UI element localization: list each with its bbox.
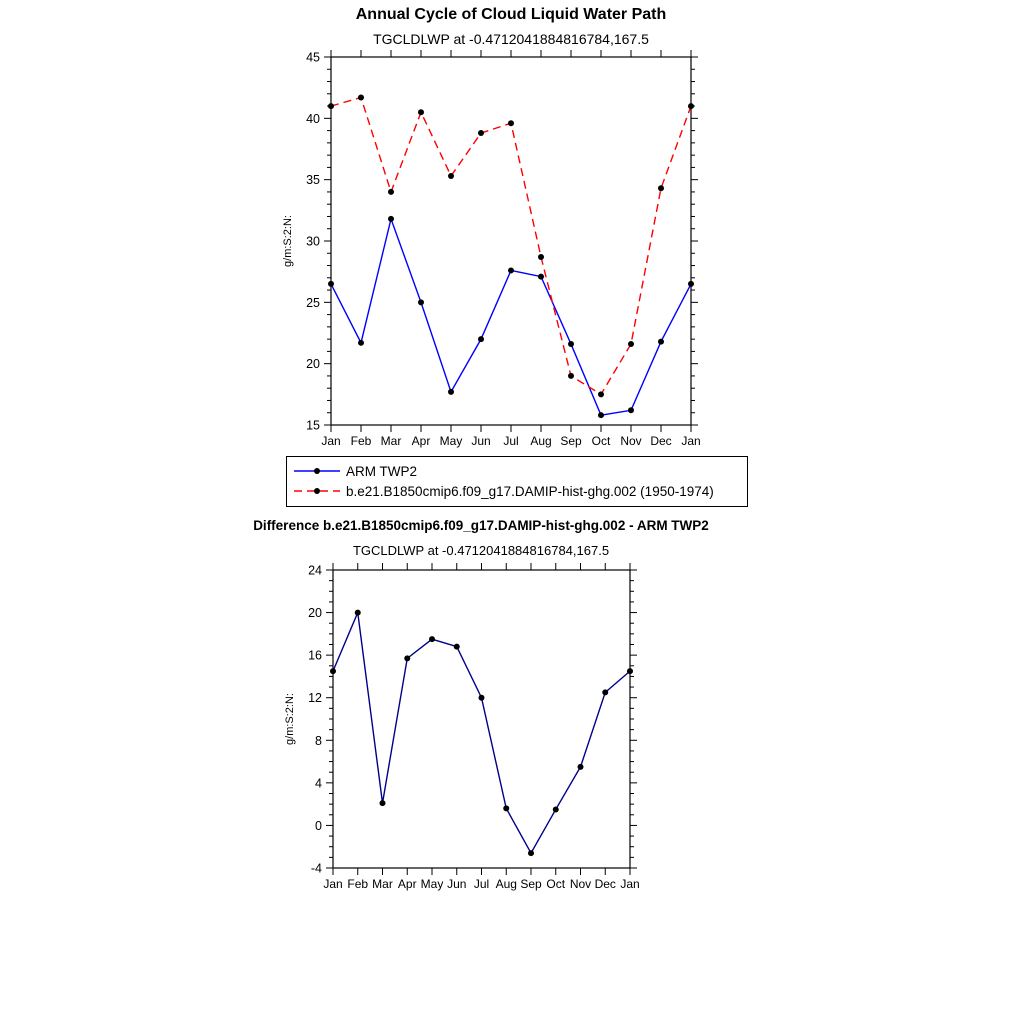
legend-line-sample — [293, 485, 341, 497]
y-tick-label: 4 — [315, 776, 322, 791]
x-tick-label: Jul — [503, 434, 519, 448]
y-tick-label: 0 — [315, 818, 322, 833]
x-tick-label: Apr — [411, 434, 431, 448]
y-tick-label: 20 — [306, 357, 320, 372]
x-tick-label: Sep — [520, 877, 542, 891]
x-tick-label: Jan — [681, 434, 701, 448]
y-tick-label: 24 — [308, 563, 322, 578]
y-tick-label: 16 — [308, 648, 322, 663]
bottom-chart-subtitle: TGCLDLWP at -0.4712041884816784,167.5 — [352, 543, 610, 558]
bottom-chart-title: Difference b.e21.B1850cmip6.f09_g17.DAMIP-hist-ghg.002 - ARM TWP2 — [253, 518, 709, 533]
legend-line-sample — [293, 465, 341, 477]
x-tick-label: Sep — [560, 434, 582, 448]
top-chart-subtitle: TGCLDLWP at -0.4712041884816784,167.5 — [373, 31, 649, 47]
series-markers — [330, 610, 633, 857]
legend-entry-model — [287, 481, 747, 501]
y-tick-label: 15 — [306, 418, 320, 433]
y-axis-title: g/m:S:2:N: — [284, 693, 296, 745]
chart — [282, 50, 701, 448]
x-tick-label: May — [420, 877, 444, 891]
x-tick-label: Feb — [347, 877, 369, 891]
y-tick-label: 30 — [306, 234, 320, 249]
x-tick-label: Mar — [372, 877, 393, 891]
x-tick-label: Jan — [323, 877, 343, 891]
y-axis-title: g/m:S:2:N: — [282, 215, 294, 267]
x-tick-label: Jun — [447, 877, 467, 891]
x-tick-label: Oct — [591, 434, 611, 448]
x-tick-label: Jan — [321, 434, 341, 448]
y-tick-label: 8 — [315, 733, 322, 748]
x-tick-label: Oct — [546, 877, 566, 891]
x-tick-label: May — [439, 434, 463, 448]
x-tick-label: Apr — [397, 877, 417, 891]
x-tick-label: Jun — [471, 434, 491, 448]
legend-entry-arm-twp2 — [287, 461, 747, 481]
axes — [326, 563, 637, 875]
y-tick-label: -4 — [310, 861, 322, 876]
series-line — [333, 613, 630, 854]
x-tick-label: Aug — [495, 877, 517, 891]
x-tick-label: Dec — [594, 877, 616, 891]
x-tick-label: Mar — [380, 434, 402, 448]
legend-label: b.e21.B1850cmip6.f09_g17.DAMIP-hist-ghg.002 (1950-1974) — [346, 483, 714, 499]
x-tick-label: Feb — [350, 434, 372, 448]
plot-frame — [333, 570, 630, 868]
legend-label: ARM TWP2 — [346, 463, 418, 479]
x-tick-label: Aug — [530, 434, 552, 448]
series-markers — [328, 216, 694, 418]
x-tick-label: Nov — [620, 434, 642, 448]
y-tick-label: 45 — [306, 50, 320, 65]
axes — [324, 50, 698, 432]
x-tick-label: Nov — [569, 877, 592, 891]
x-tick-label: Jul — [473, 877, 490, 891]
y-tick-label: 12 — [308, 691, 322, 706]
top-chart-title: Annual Cycle of Cloud Liquid Water Path — [355, 6, 667, 23]
chart — [284, 563, 640, 891]
y-tick-label: 40 — [306, 111, 320, 126]
legend — [286, 456, 748, 507]
y-tick-label: 25 — [306, 295, 320, 310]
series-line — [331, 219, 691, 415]
y-tick-label: 20 — [308, 606, 322, 621]
series-markers — [328, 94, 694, 397]
x-tick-label: Dec — [650, 434, 672, 448]
y-tick-label: 35 — [306, 173, 320, 188]
x-tick-label: Jan — [620, 877, 640, 891]
